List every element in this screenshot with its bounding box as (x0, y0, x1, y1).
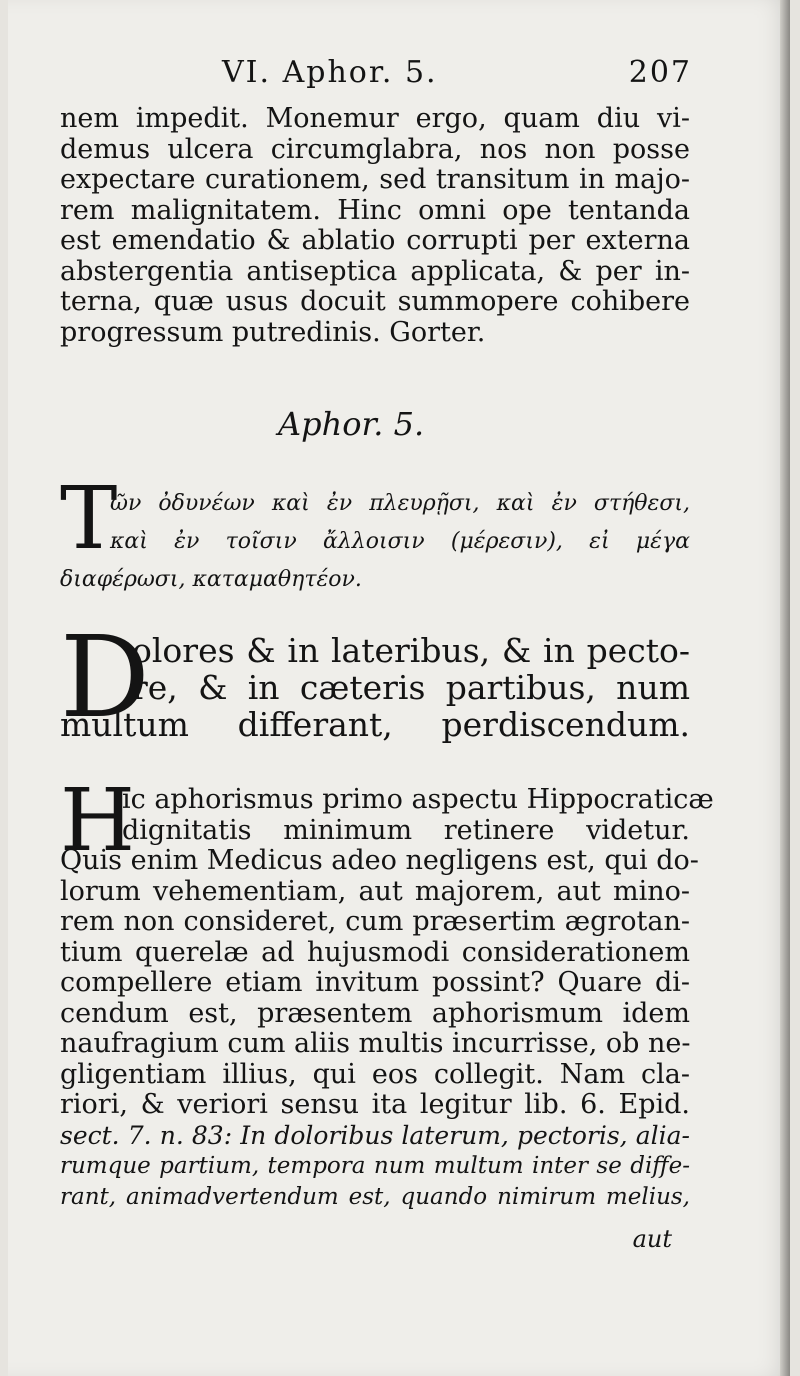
text-line: sect. 7. n. 83: In doloribus laterum, pectoris, alia- (60, 1120, 690, 1150)
heading-drop-initial: D (60, 613, 150, 743)
text-line: abstergentia antiseptica applicata, & per in- (60, 255, 690, 287)
text-line: lorum vehementiam, aut majorem, aut mino- (60, 875, 690, 907)
text-line: dignitatis minimum retinere videtur. (122, 814, 690, 846)
page-number: 207 (628, 55, 692, 90)
aphorism-title: Aphor. 5. (278, 405, 425, 443)
heading-line: multum differant, perdiscendum. (60, 705, 690, 744)
text-line: rant, animadvertendum est, quando nimirum melius, (60, 1183, 690, 1210)
catchword: aut (632, 1225, 672, 1253)
text-line: rumque partium, tempora num multum inter se diffe- (60, 1153, 690, 1179)
heading-line: re, & in cæteris partibus, num (132, 668, 690, 707)
text-line: terna, quæ usus docuit summopere cohibere (60, 286, 690, 317)
paragraph-drop-initial: H (60, 771, 135, 871)
text-line: rem malignitatem. Hinc omni ope tentanda (60, 194, 690, 226)
text-line: expectare curationem, sed transitum in majo- (60, 164, 690, 195)
greek-line: ῶν ὀδυνέων καὶ ἐν πλευρῇσι, καὶ ἐν στήθεσι, (110, 491, 690, 516)
text-line: demus ulcera circumglabra, nos non posse (60, 133, 690, 165)
text-line: est emendatio & ablatio corrupti per externa (60, 225, 690, 256)
paragraph-1 (60, 104, 690, 348)
text-line: riori, & veriori sensu ita legitur lib. 6. Epid. (60, 1089, 690, 1120)
greek-line: διαφέρωσι, καταμαθητέον. (60, 567, 362, 592)
text-line: nem impedit. Monemur ergo, quam diu vi- (60, 103, 690, 134)
text-line: ic aphorismus primo aspectu Hippocraticæ (122, 784, 714, 815)
text-line: rem non consideret, cum præsertim ægrotan- (60, 906, 690, 937)
text-line: gligentiam illius, qui eos collegit. Nam cla- (60, 1058, 690, 1090)
running-header (222, 55, 692, 95)
greek-line: καὶ ἐν τοῖσιν ἄλλοισιν (μέρεσιν), εἰ μέγα (110, 529, 690, 554)
text-line: compellere etiam invitum possint? Quare di- (60, 967, 690, 998)
text-line: tium querelæ ad hujusmodi considerationem (60, 936, 690, 968)
text-line: naufragium cum aliis multis incurrisse, ob ne- (60, 1028, 691, 1059)
book-page (8, 0, 790, 1376)
text-line: Quis enim Medicus adeo negligens est, qui do- (60, 845, 699, 876)
text-line: progressum putredinis. Gorter. (60, 316, 486, 348)
text-line: cendum est, præsentem aphorismum idem (60, 997, 690, 1029)
running-title: VI. Aphor. 5. (222, 55, 438, 90)
page-edge-shadow (780, 0, 790, 1376)
greek-drop-initial: T (60, 469, 118, 569)
heading-line: olores & in lateribus, & in pecto- (132, 631, 690, 670)
paragraph-2 (60, 784, 714, 1212)
